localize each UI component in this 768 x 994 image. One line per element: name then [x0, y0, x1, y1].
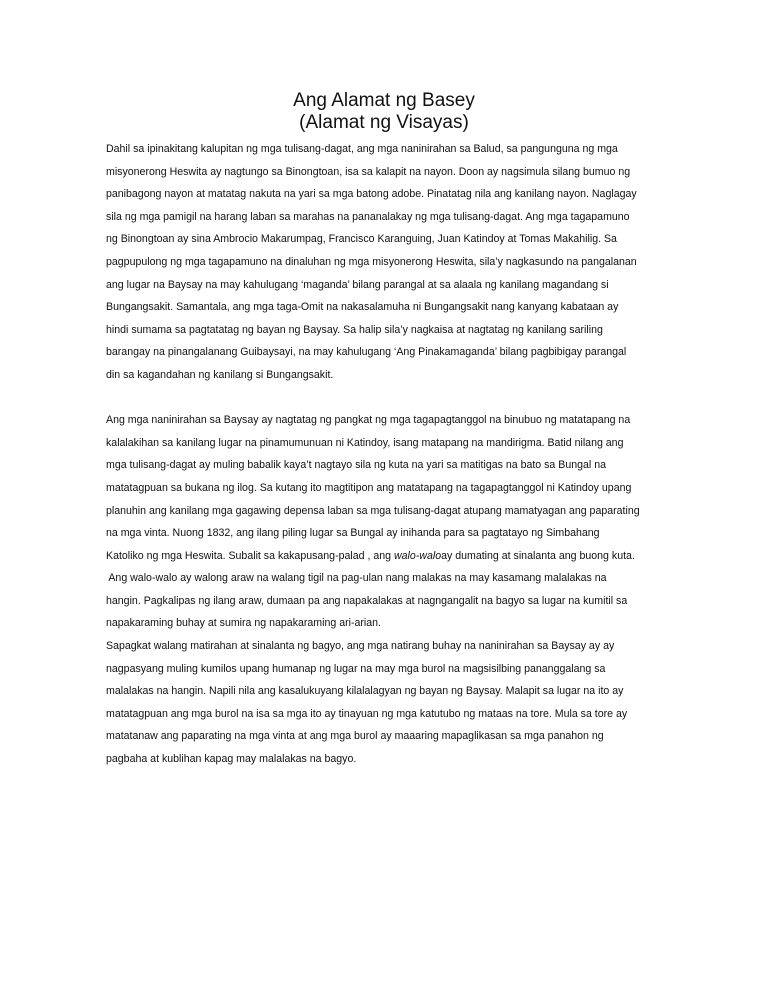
text-line: Ang mga naninirahan sa Baysay ay nagtatag ng pangkat ng mga tagapagtanggol na binubuo ng matatapang na — [106, 414, 631, 427]
paragraph-gap — [106, 387, 706, 410]
paragraph-2 — [106, 409, 706, 771]
italic-term: walo-walo — [393, 549, 442, 562]
text-line: din sa kagandahan ng kanilang si Bungangsakit. — [106, 368, 334, 381]
document-title: Ang Alamat ng Basey — [293, 90, 475, 111]
text-line: planuhin ang kanilang mga gagawing depensa laban sa mga tulisang-dagat atupang mamatyagan ang paparating — [106, 504, 640, 517]
text-line: na mga vinta. Nuong 1832, ang ilang piling lugar sa Bungal ay inihanda para sa pagtatayo ng Simbahang — [106, 527, 600, 540]
text-line: mga tulisang-dagat ay muling babalik kaya’t nagtayo sila ng kuta na yari sa matitigas na bato sa Bungal na — [106, 459, 606, 472]
text-line: Ang walo-walo ay walong araw na walang tigil na pag-ulan nang malakas na may kasamang malalakas na — [106, 572, 607, 585]
document-subtitle: (Alamat ng Visayas) — [299, 112, 469, 133]
text-line: panibagong nayon at matatag nakuta na yari sa mga batong adobe. Pinatatag nila ang kanilang nayon. Naglagay — [106, 188, 637, 201]
text-line: napakaraming buhay at sumira ng napakaraming ari-arian. — [106, 617, 382, 630]
text-segment: ay dumating at sinalanta ang buong kuta. — [441, 549, 635, 562]
document-body — [106, 138, 706, 771]
text-line: hangin. Pagkalipas ng ilang araw, dumaan pa ang napakalakas at nagngangalit na bagyo sa lugar na kumitil sa — [106, 594, 628, 607]
text-line: matatanaw ang paparating na mga vinta at ang mga burol ay maaaring mapaglikasan sa mga panahon ng — [106, 730, 604, 743]
text-line: barangay na pinangalanang Guibaysayi, na may kahulugang ‘Ang Pinakamaganda’ bilang pagbibigay parangal — [106, 346, 627, 359]
text-segment: Katoliko ng mga Heswita. Subalit sa kakapusang-palad , ang — [106, 549, 394, 562]
paragraph-1 — [106, 138, 706, 387]
text-line: ang lugar na Baysay na may kahulugang ‘maganda’ bilang parangal at sa alaala ng kanilang magandang si — [106, 278, 609, 291]
text-line: sila ng mga pamigil na harang laban sa marahas na pananalakay ng mga tulisang-dagat. Ang mga tagapamuno — [106, 210, 630, 223]
text-line: malalakas na hangin. Napili nila ang kasalukuyang kilalalagyan ng bayan ng Baysay. Malapit sa lugar na ito ay — [106, 685, 624, 698]
text-line: pagpupulong ng mga tagapamuno na dinaluhan ng mga misyonerong Heswita, sila’y nagkasundo na pangalanan — [106, 255, 637, 268]
text-line: matatagpuan ang mga burol na isa sa mga ito ay tinayuan ng mga katutubo ng mataas na tore. Mula sa tore ay — [106, 707, 628, 720]
text-line: Dahil sa ipinakitang kalupitan ng mga tulisang-dagat, ang mga naninirahan sa Balud, sa pangunguna ng mga — [106, 143, 618, 155]
text-line: Bungangsakit. Samantala, ang mga taga-Omit na nakasalamuha ni Bungangsakit nang kanyang kabataan ay — [106, 301, 619, 314]
text-line: misyonerong Heswita ay nagtungo sa Binongtoan, isa sa kalapit na nayon. Doon ay nagsimula silang bumuo ng — [106, 165, 631, 178]
text-line: nagpasyang muling kumilos upang humanap ng lugar na may mga burol na magsisilbing pananggalang sa — [106, 662, 606, 675]
text-line-walo — [106, 545, 706, 568]
text-line: hindi sumama sa pagtatatag ng bayan ng Baysay. Sa halip sila’y nagkaisa at nagtatag ng kanilang sariling — [106, 323, 603, 336]
text-line: matatagpuan sa bukana ng ilog. Sa kutang ito magtitipon ang matatapang na tagapagtanggol ni Katindoy upang — [106, 481, 632, 494]
text-line: kalalakihan sa kanilang lugar na pinamumunuan ni Katindoy, isang matapang na mandirigma. Batid nilang ang — [106, 436, 624, 449]
text-line: pagbaha at kublihan kapag may malalakas na bagyo. — [106, 753, 357, 766]
title-block — [0, 90, 768, 134]
text-line: ng Binongtoan ay sina Ambrocio Makarumpag, Francisco Karanguing, Juan Katindoy at Tomas Makahilig. Sa — [106, 233, 617, 246]
text-line: Sapagkat walang matirahan at sinalanta ng bagyo, ang mga natirang buhay na naninirahan sa Baysay ay ay — [106, 640, 615, 653]
